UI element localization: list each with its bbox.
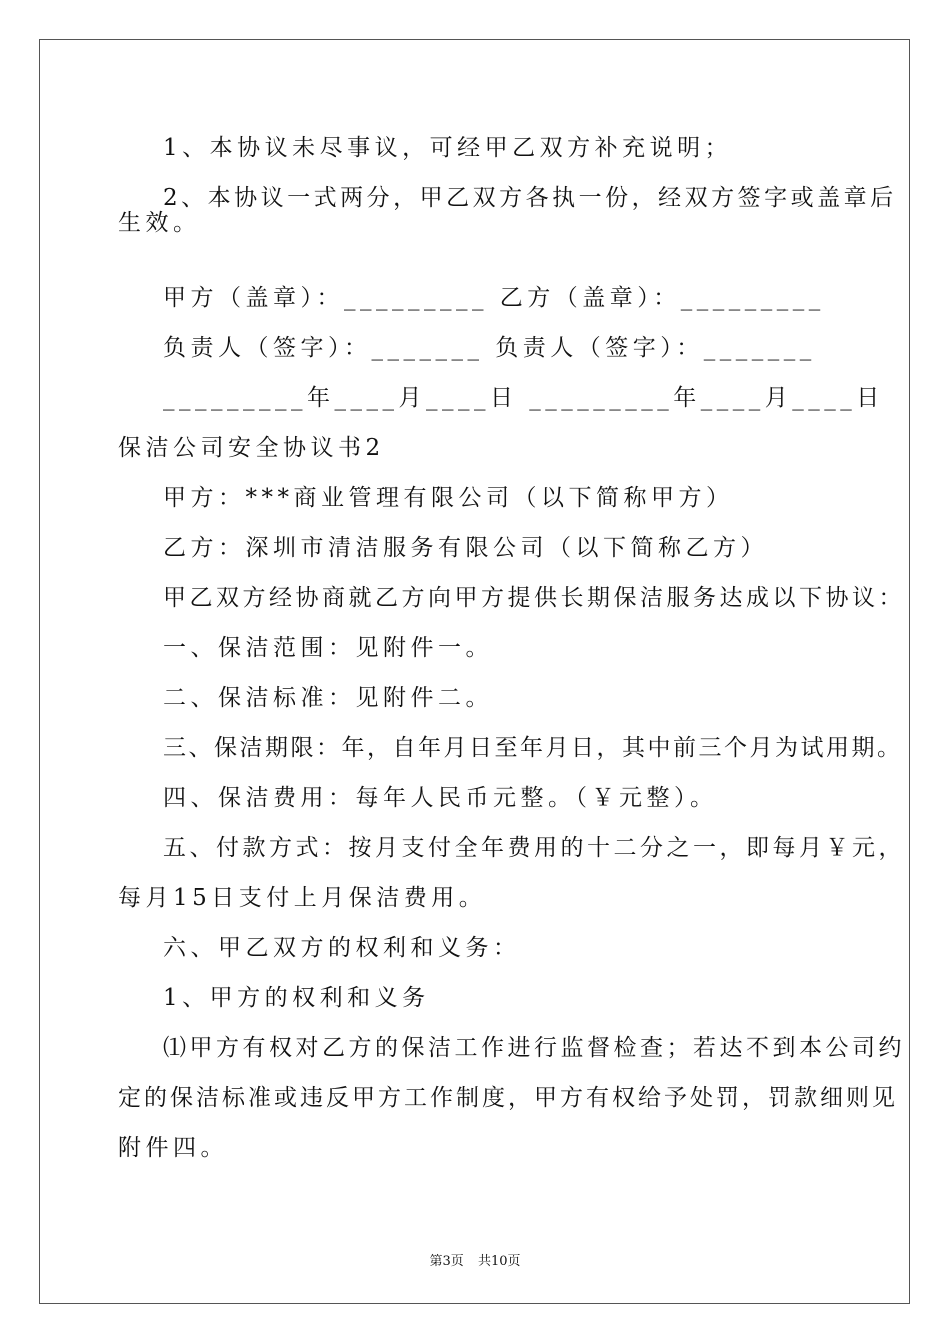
clause-payment-cont: 每月15日支付上月保洁费用。: [118, 885, 487, 911]
clause-scope: 一、保洁范围：见附件一。: [163, 635, 493, 661]
page-number: 第3页: [429, 1254, 464, 1269]
party-a-rights-item1: ⑴甲方有权对乙方的保洁工作进行监督检查；若达不到本公司约: [163, 1035, 905, 1061]
clause-copies: 2、本协议一式两分，甲乙双方各执一份，经双方签字或盖章后: [163, 185, 897, 211]
party-b: 乙方：深圳市清洁服务有限公司（以下简称乙方）: [163, 535, 768, 561]
party-a-rights-item1-end: 附件四。: [118, 1135, 228, 1161]
clause-supplement: 1、本协议未尽事议，可经甲乙双方补充说明；: [163, 135, 733, 161]
date-line: _________年____月____日 _________年____月____日: [163, 385, 884, 411]
clause-term: 三、保洁期限：年，自年月日至年月日，其中前三个月为试用期。: [163, 735, 903, 761]
party-a: 甲方：***商业管理有限公司（以下简称甲方）: [163, 485, 734, 511]
clause-copies-cont: 生效。: [118, 210, 201, 236]
party-a-rights-item1-cont: 定的保洁标准或违反甲方工作制度，甲方有权给予处罚，罚款细则见: [118, 1085, 898, 1111]
party-a-rights-heading: 1、甲方的权利和义务: [163, 985, 430, 1011]
page-total: 共10页: [477, 1254, 521, 1269]
clause-rights-heading: 六、甲乙双方的权利和义务：: [163, 935, 521, 961]
clause-payment: 五、付款方式：按月支付全年费用的十二分之一，即每月￥元，: [163, 835, 905, 861]
page-footer: [0, 1250, 950, 1269]
clause-fee: 四、保洁费用：每年人民币元整。（￥元整）。: [163, 785, 718, 811]
seal-line: 甲方（盖章）：_________ 乙方（盖章）：_________: [163, 285, 825, 311]
agreement-intro: 甲乙双方经协商就乙方向甲方提供长期保洁服务达成以下协议：: [163, 585, 905, 611]
document-title: 保洁公司安全协议书2: [118, 435, 385, 461]
signature-line: 负责人（签字）：_______ 负责人（签字）：_______: [163, 335, 816, 361]
clause-standard: 二、保洁标准：见附件二。: [163, 685, 493, 711]
